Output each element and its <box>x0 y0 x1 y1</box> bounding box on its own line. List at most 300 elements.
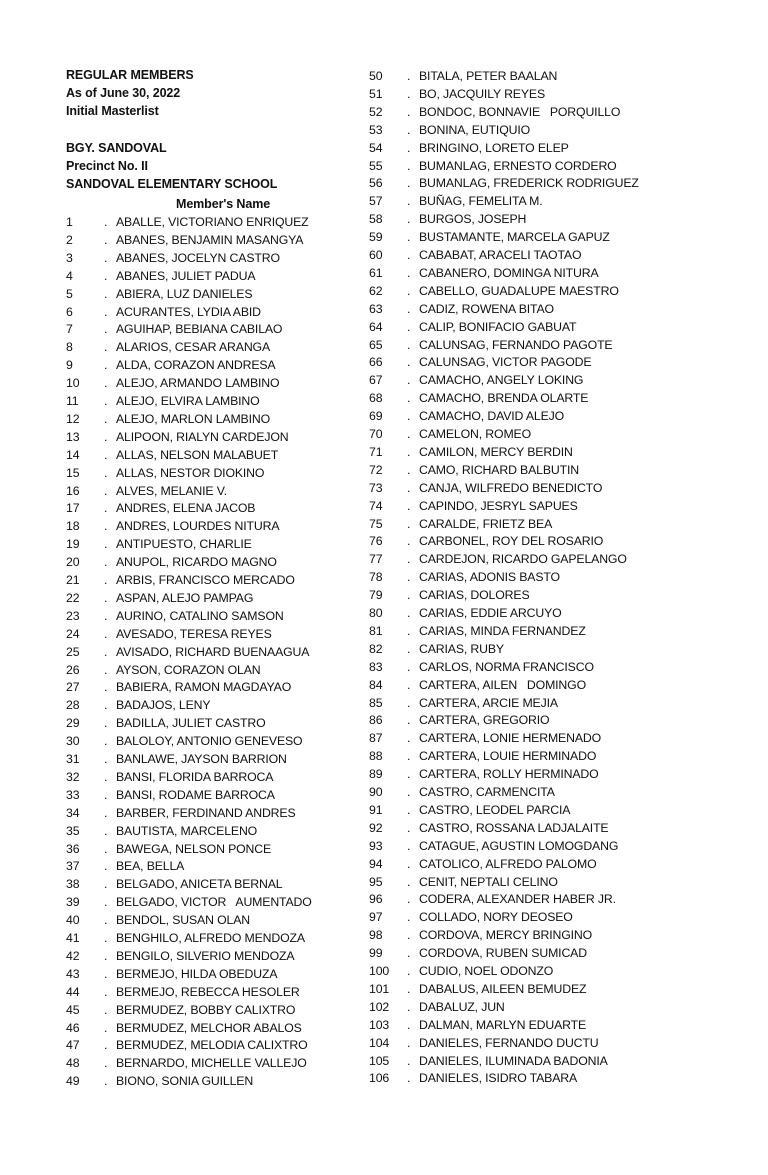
member-name: DABALUS, AILEEN BEMUDEZ <box>419 981 587 996</box>
member-name: ALVES, MELANIE V. <box>116 483 227 498</box>
member-name: ANDRES, LOURDES NITURA <box>116 519 280 534</box>
member-name: BRINGINO, LORETO ELEP <box>419 140 569 155</box>
member-number: 63 <box>369 301 383 316</box>
member-number-separator: . <box>407 86 411 101</box>
member-number: 28 <box>66 698 80 713</box>
member-number: 21 <box>66 573 80 587</box>
member-number-separator: . <box>104 1038 108 1053</box>
member-number: 39 <box>66 895 80 910</box>
member-name: DABALUZ, JUN <box>419 999 505 1014</box>
member-number-separator: . <box>407 319 411 334</box>
member-number-separator: . <box>104 841 108 856</box>
member-name: BUSTAMANTE, MARCELA GAPUZ <box>419 230 610 245</box>
member-name: ALARIOS, CESAR ARANGA <box>116 340 271 355</box>
member-name: CABANERO, DOMINGA NITURA <box>419 265 599 280</box>
member-number-separator: . <box>104 1020 108 1035</box>
member-name: DALMAN, MARLYN EDUARTE <box>419 1017 587 1032</box>
member-number-separator: . <box>407 462 411 477</box>
member-number-separator: . <box>104 429 108 444</box>
member-number: 18 <box>66 519 80 534</box>
member-name: BO, JACQUILY REYES <box>419 86 546 101</box>
member-number-separator: . <box>407 391 411 406</box>
member-name: BABIERA, RAMON MAGDAYAO <box>116 680 292 695</box>
member-name: CABELLO, GUADALUPE MAESTRO <box>419 283 619 298</box>
member-number-separator: . <box>407 695 411 710</box>
member-name: ANTIPUESTO, CHARLIE <box>116 537 252 552</box>
member-name: BERMEJO, HILDA OBEDUZA <box>116 966 278 981</box>
member-number: 25 <box>66 644 80 659</box>
member-name: ABALLE, VICTORIANO ENRIQUEZ <box>116 215 309 229</box>
member-number-separator: . <box>407 427 411 441</box>
member-name: ALEJO, MARLON LAMBINO <box>116 411 271 426</box>
member-number: 77 <box>369 552 383 567</box>
member-number-separator: . <box>104 483 108 498</box>
member-number: 89 <box>369 767 383 782</box>
member-number-separator: . <box>104 662 108 677</box>
member-name: ARBIS, FRANCISCO MERCADO <box>116 573 295 587</box>
member-name: CAMACHO, DAVID ALEJO <box>419 409 565 424</box>
member-name: DANIELES, FERNANDO DUCTU <box>419 1035 599 1050</box>
member-number: 35 <box>66 823 80 838</box>
member-number-separator: . <box>407 248 411 262</box>
member-number-separator: . <box>407 713 411 728</box>
member-name: CALUNSAG, FERNANDO PAGOTE <box>419 337 613 352</box>
member-number-separator: . <box>407 122 411 137</box>
member-number-separator: . <box>407 355 411 370</box>
member-name: CARIAS, RUBY <box>419 641 504 656</box>
member-number-separator: . <box>407 981 411 996</box>
member-number-separator: . <box>407 659 411 674</box>
member-number: 2 <box>66 232 73 247</box>
member-number: 53 <box>369 122 383 137</box>
member-number-separator: . <box>104 680 108 695</box>
member-number-separator: . <box>104 698 108 713</box>
member-name: CARTERA, ARCIE MEJIA <box>419 695 558 710</box>
member-number: 78 <box>369 570 383 585</box>
member-number-separator: . <box>407 176 411 191</box>
header-title: REGULAR MEMBERS <box>66 68 194 82</box>
member-number: 4 <box>66 268 73 283</box>
member-number-separator: . <box>407 802 411 817</box>
member-name: BENGILO, SILVERIO MENDOZA <box>116 948 295 963</box>
member-number-separator: . <box>104 948 108 963</box>
member-name: BARBER, FERDINAND ANDRES <box>116 805 296 820</box>
member-name: BUMANLAG, ERNESTO CORDERO <box>419 158 617 173</box>
member-number: 14 <box>66 447 80 462</box>
member-number-separator: . <box>407 874 411 889</box>
member-name: BELGADO, ANICETA BERNAL <box>116 877 283 892</box>
member-number-separator: . <box>407 641 411 656</box>
member-number: 64 <box>369 319 383 334</box>
member-name: CARBONEL, ROY DEL ROSARIO <box>419 534 604 549</box>
member-name: BELGADO, VICTOR AUMENTADO <box>116 895 312 910</box>
member-name: CORDOVA, MERCY BRINGINO <box>419 928 593 943</box>
member-number: 79 <box>369 588 383 603</box>
member-name: ALDA, CORAZON ANDRESA <box>116 358 276 373</box>
member-number: 59 <box>369 230 383 245</box>
member-number-separator: . <box>104 376 108 391</box>
member-number: 106 <box>369 1071 390 1086</box>
member-number-separator: . <box>407 749 411 764</box>
member-number-separator: . <box>104 304 108 319</box>
member-name: BURGOS, JOSEPH <box>419 212 527 227</box>
member-number: 85 <box>369 695 383 710</box>
member-number: 46 <box>66 1020 80 1035</box>
member-number: 73 <box>369 480 383 495</box>
member-name: BONDOC, BONNAVIE PORQUILLO <box>419 104 621 119</box>
member-number-separator: . <box>104 215 108 229</box>
member-number: 33 <box>66 787 80 802</box>
member-number-separator: . <box>407 588 411 603</box>
header-masterlist-label: Initial Masterlist <box>66 104 159 119</box>
member-number: 66 <box>369 355 383 370</box>
member-number-separator: . <box>104 913 108 928</box>
member-number-separator: . <box>407 767 411 782</box>
member-number-separator: . <box>407 820 411 835</box>
member-number-separator: . <box>104 626 108 641</box>
member-number: 62 <box>369 283 383 298</box>
member-name: ABANES, JOCELYN CASTRO <box>116 250 280 265</box>
member-number-separator: . <box>104 286 108 301</box>
member-number-separator: . <box>104 447 108 462</box>
member-name: ALIPOON, RIALYN CARDEJON <box>116 429 289 444</box>
member-name: BITALA, PETER BAALAN <box>419 69 558 83</box>
header-spacer <box>66 121 366 139</box>
member-name: CALUNSAG, VICTOR PAGODE <box>419 355 592 370</box>
member-number: 6 <box>66 304 73 319</box>
member-number-separator: . <box>407 373 411 388</box>
member-number: 92 <box>369 820 383 835</box>
member-name: BERMUDEZ, MELCHOR ABALOS <box>116 1020 302 1035</box>
member-number-separator: . <box>104 232 108 247</box>
member-number: 30 <box>66 734 80 749</box>
member-number-separator: . <box>407 1035 411 1050</box>
member-number: 48 <box>66 1056 80 1071</box>
member-number: 70 <box>369 427 383 441</box>
member-number: 44 <box>66 984 80 999</box>
member-number: 11 <box>66 394 79 408</box>
member-name: DANIELES, ISIDRO TABARA <box>419 1071 578 1086</box>
member-name: CENIT, NEPTALI CELINO <box>419 874 558 889</box>
member-number: 98 <box>369 928 383 943</box>
member-name: ALLAS, NESTOR DIOKINO <box>116 465 265 480</box>
member-name: COLLADO, NORY DEOSEO <box>419 910 573 925</box>
member-number-separator: . <box>407 946 411 961</box>
member-name: CARIAS, MINDA FERNANDEZ <box>419 623 586 638</box>
member-name: CAMACHO, ANGELY LOKING <box>419 373 584 388</box>
member-number: 68 <box>369 391 383 406</box>
member-number: 102 <box>369 999 390 1014</box>
member-number-separator: . <box>104 358 108 373</box>
member-number-separator: . <box>104 519 108 534</box>
member-number: 83 <box>369 659 383 674</box>
member-name: BERMEJO, REBECCA HESOLER <box>116 984 300 999</box>
column-header-members-name: Member's Name <box>176 197 271 212</box>
member-number-separator: . <box>407 516 411 531</box>
member-number: 9 <box>66 358 73 373</box>
member-number: 56 <box>369 176 383 191</box>
header-school: SANDOVAL ELEMENTARY SCHOOL <box>66 177 278 192</box>
member-number: 1 <box>66 215 73 229</box>
member-number: 12 <box>66 411 80 426</box>
member-name: CORDOVA, RUBEN SUMICAD <box>419 946 587 961</box>
member-number: 37 <box>66 859 80 874</box>
member-number: 3 <box>66 250 73 265</box>
member-number: 16 <box>66 483 80 498</box>
member-name: BONINA, EUTIQUIO <box>419 122 531 137</box>
member-name: CARLOS, NORMA FRANCISCO <box>419 659 594 674</box>
member-number: 84 <box>369 677 383 692</box>
member-number: 87 <box>369 731 383 746</box>
member-number-separator: . <box>407 104 411 119</box>
member-number: 82 <box>369 641 383 656</box>
member-number-separator: . <box>104 250 108 265</box>
member-number-separator: . <box>104 877 108 892</box>
member-number: 100 <box>369 964 390 978</box>
member-number-separator: . <box>104 1056 108 1071</box>
member-name: BADAJOS, LENY <box>116 698 211 713</box>
member-number: 38 <box>66 877 80 892</box>
member-name: CARIAS, EDDIE ARCUYO <box>419 606 562 620</box>
member-number: 65 <box>369 337 383 352</box>
member-name: BUÑAG, FEMELITA M. <box>419 194 543 209</box>
member-number-separator: . <box>407 158 411 173</box>
member-name: CUDIO, NOEL ODONZO <box>419 964 554 978</box>
member-number-separator: . <box>104 931 108 945</box>
member-number: 51 <box>369 86 383 101</box>
member-number: 75 <box>369 516 383 531</box>
member-number-separator: . <box>407 212 411 227</box>
member-name: BENGHILO, ALFREDO MENDOZA <box>116 931 305 945</box>
member-name: CASTRO, LEODEL PARCIA <box>419 802 571 817</box>
member-number: 67 <box>369 373 383 388</box>
member-number-separator: . <box>407 552 411 567</box>
member-number: 34 <box>66 805 80 820</box>
member-number: 24 <box>66 626 80 641</box>
member-number: 42 <box>66 948 80 963</box>
member-number-separator: . <box>104 859 108 874</box>
member-name: ABANES, JULIET PADUA <box>116 268 256 283</box>
member-number-separator: . <box>104 823 108 838</box>
member-number: 45 <box>66 1002 80 1017</box>
member-number: 32 <box>66 769 80 784</box>
member-name: ABIERA, LUZ DANIELES <box>116 286 253 301</box>
member-number-separator: . <box>407 498 411 513</box>
member-number: 22 <box>66 590 80 605</box>
member-name: CAPINDO, JESRYL SAPUES <box>419 498 578 513</box>
member-number-separator: . <box>407 337 411 352</box>
member-name: CARDEJON, RICARDO GAPELANGO <box>419 552 627 567</box>
member-number: 72 <box>369 462 383 477</box>
member-name: BADILLA, JULIET CASTRO <box>116 716 266 731</box>
member-number-separator: . <box>104 716 108 731</box>
member-number: 88 <box>369 749 383 764</box>
member-number: 93 <box>369 838 383 853</box>
member-name: BIONO, SONIA GUILLEN <box>116 1074 254 1089</box>
member-number: 61 <box>369 265 383 280</box>
header-precinct: Precinct No. II <box>66 159 148 173</box>
member-name: BAWEGA, NELSON PONCE <box>116 841 272 856</box>
member-number-separator: . <box>104 644 108 659</box>
member-name: ANDRES, ELENA JACOB <box>116 501 256 516</box>
member-number-separator: . <box>104 895 108 910</box>
member-number: 19 <box>66 537 80 552</box>
member-name: BUMANLAG, FREDERICK RODRIGUEZ <box>419 176 639 191</box>
member-number: 94 <box>369 856 383 871</box>
member-name: ALLAS, NELSON MALABUET <box>116 447 279 462</box>
member-name: AURINO, CATALINO SAMSON <box>116 608 284 623</box>
member-number-separator: . <box>407 283 411 298</box>
member-number-separator: . <box>104 322 108 337</box>
member-name: CAMELON, ROMEO <box>419 427 532 441</box>
member-number-separator: . <box>104 340 108 355</box>
member-number: 40 <box>66 913 80 928</box>
member-name: BANSI, FLORIDA BARROCA <box>116 769 274 784</box>
member-name: AVISADO, RICHARD BUENAAGUA <box>116 644 310 659</box>
member-name: CASTRO, ROSSANA LADJALAITE <box>419 820 609 835</box>
member-number: 20 <box>66 555 80 570</box>
member-number: 36 <box>66 841 80 856</box>
member-number: 96 <box>369 892 383 907</box>
member-number-separator: . <box>407 964 411 978</box>
member-number-separator: . <box>407 731 411 746</box>
member-name: AVESADO, TERESA REYES <box>116 626 272 641</box>
member-number-separator: . <box>104 590 108 605</box>
member-number-separator: . <box>104 465 108 480</box>
member-name: CARTERA, AILEN DOMINGO <box>419 677 586 692</box>
member-number: 50 <box>369 69 383 83</box>
member-name: BENDOL, SUSAN OLAN <box>116 913 250 928</box>
member-name: CARIAS, ADONIS BASTO <box>419 570 560 585</box>
member-number: 76 <box>369 534 383 549</box>
member-name: CAMILON, MERCY BERDIN <box>419 444 573 459</box>
member-name: CARTERA, GREGORIO <box>419 713 550 728</box>
member-name: BALOLOY, ANTONIO GENEVESO <box>116 734 303 749</box>
member-number-separator: . <box>407 928 411 943</box>
member-number-separator: . <box>407 570 411 585</box>
member-name: CASTRO, CARMENCITA <box>419 785 555 799</box>
member-number: 69 <box>369 409 383 424</box>
header-as-of-date: As of June 30, 2022 <box>66 86 181 101</box>
member-name: ASPAN, ALEJO PAMPAG <box>116 590 254 605</box>
member-number-separator: . <box>407 892 411 907</box>
member-number-separator: . <box>104 608 108 623</box>
member-number: 91 <box>369 802 383 817</box>
member-number: 17 <box>66 501 80 516</box>
member-name: CABABAT, ARACELI TAOTAO <box>419 248 582 262</box>
member-number: 54 <box>369 140 383 155</box>
member-name: ALEJO, ARMANDO LAMBINO <box>116 376 280 391</box>
member-name: CODERA, ALEXANDER HABER JR. <box>419 892 616 907</box>
member-number-separator: . <box>407 999 411 1014</box>
member-number: 90 <box>369 785 383 799</box>
member-number: 86 <box>369 713 383 728</box>
member-number: 8 <box>66 340 73 355</box>
member-number: 99 <box>369 946 383 961</box>
member-number-separator: . <box>407 265 411 280</box>
member-number: 55 <box>369 158 383 173</box>
member-number: 49 <box>66 1074 80 1089</box>
member-name: AGUIHAP, BEBIANA CABILAO <box>116 322 283 337</box>
member-name: ABANES, BENJAMIN MASANGYA <box>116 232 304 247</box>
member-name: CARTERA, LOUIE HERMINADO <box>419 749 597 764</box>
member-name: CATOLICO, ALFREDO PALOMO <box>419 856 597 871</box>
member-number-separator: . <box>104 734 108 749</box>
member-number: 43 <box>66 966 80 981</box>
member-number-separator: . <box>407 69 411 83</box>
member-number: 27 <box>66 680 80 695</box>
member-name: CALIP, BONIFACIO GABUAT <box>419 319 577 334</box>
member-number-separator: . <box>407 480 411 495</box>
member-number: 71 <box>369 444 383 459</box>
member-name: CARTERA, LONIE HERMENADO <box>419 731 602 746</box>
member-number-separator: . <box>407 140 411 155</box>
member-number: 10 <box>66 376 80 391</box>
member-number-separator: . <box>407 444 411 459</box>
member-number: 15 <box>66 465 80 480</box>
member-name: ANUPOL, RICARDO MAGNO <box>116 555 277 570</box>
member-name: BERMUDEZ, MELODIA CALIXTRO <box>116 1038 308 1053</box>
member-number-separator: . <box>407 409 411 424</box>
member-number: 80 <box>369 606 383 620</box>
member-name: CAMACHO, BRENDA OLARTE <box>419 391 589 406</box>
member-number: 13 <box>66 429 80 444</box>
member-number-separator: . <box>407 230 411 245</box>
member-number: 81 <box>369 623 383 638</box>
member-number: 58 <box>369 212 383 227</box>
member-number-separator: . <box>104 555 108 570</box>
member-number-separator: . <box>104 501 108 516</box>
member-name: DANIELES, ILUMINADA BADONIA <box>419 1053 608 1068</box>
member-number-separator: . <box>407 534 411 549</box>
member-number-separator: . <box>104 1074 108 1089</box>
member-number: 103 <box>369 1017 390 1032</box>
member-number: 26 <box>66 662 80 677</box>
member-number-separator: . <box>104 966 108 981</box>
member-number-separator: . <box>407 785 411 799</box>
member-number: 41 <box>66 931 80 945</box>
member-number-separator: . <box>104 752 108 766</box>
member-number: 97 <box>369 910 383 925</box>
member-name: BAUTISTA, MARCELENO <box>116 823 258 838</box>
member-number-separator: . <box>104 805 108 820</box>
document-header <box>66 66 366 193</box>
member-name: CADIZ, ROWENA BITAO <box>419 301 554 316</box>
member-number: 60 <box>369 248 383 262</box>
member-number: 95 <box>369 874 383 889</box>
member-number-separator: . <box>104 394 108 408</box>
member-number: 7 <box>66 322 73 337</box>
member-number-separator: . <box>104 411 108 426</box>
member-number: 47 <box>66 1038 80 1053</box>
member-number-separator: . <box>407 1053 411 1068</box>
member-number: 5 <box>66 286 73 301</box>
member-number-separator: . <box>407 856 411 871</box>
member-number-separator: . <box>104 1002 108 1017</box>
member-number: 101 <box>369 981 390 996</box>
member-name: CARALDE, FRIETZ BEA <box>419 516 553 531</box>
member-name: BANLAWE, JAYSON BARRION <box>116 752 287 766</box>
member-number-separator: . <box>104 537 108 552</box>
member-number-separator: . <box>407 838 411 853</box>
member-name: CAMO, RICHARD BALBUTIN <box>419 462 579 477</box>
member-number-separator: . <box>104 268 108 283</box>
member-number-separator: . <box>407 194 411 209</box>
member-name: ACURANTES, LYDIA ABID <box>116 304 261 319</box>
member-number: 104 <box>369 1035 390 1050</box>
member-number-separator: . <box>407 606 411 620</box>
member-number: 74 <box>369 498 383 513</box>
